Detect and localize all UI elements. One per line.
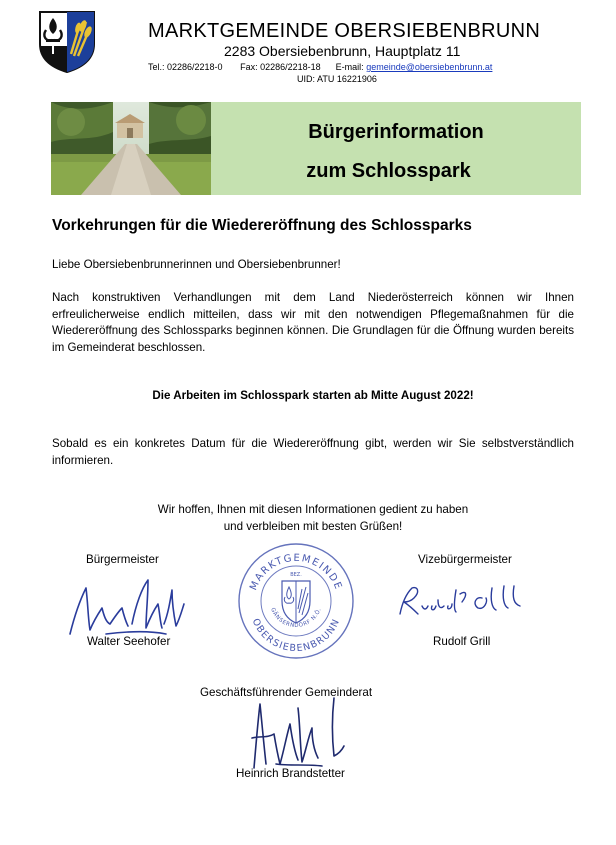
banner-title-line2: zum Schlosspark (306, 160, 471, 182)
closing-line-2: und verbleiben mit besten Grüßen! (223, 519, 403, 533)
vice-mayor-role: Vizebürgermeister (418, 553, 512, 566)
closing-text (52, 502, 574, 535)
managing-councillor-role: Geschäftsführender Gemeinderat (200, 686, 373, 699)
contact-line (148, 62, 492, 72)
banner-title-line1: Bürgerinformation (308, 121, 484, 143)
municipal-seal (236, 541, 356, 661)
seal-text-top: MARKTGEMEINDE (248, 552, 344, 593)
park-photo (51, 102, 211, 195)
uid-number: UID: ATU 16221906 (297, 74, 377, 84)
followup-paragraph: Sobald es ein konkretes Datum für die Wiedereröffnung gibt, werden wir Sie selbstverständlich informieren. (52, 437, 574, 467)
email-label: E-mail: (335, 62, 364, 72)
vice-mayor-name: Rudolf Grill (433, 635, 491, 648)
coat-of-arms-icon (38, 10, 96, 74)
email-link[interactable]: gemeinde@obersiebenbrunn.at (366, 62, 493, 72)
managing-councillor-name: Heinrich Brandstetter (236, 767, 345, 780)
municipality-title: MARKTGEMEINDE OBERSIEBENBRUNN (148, 20, 541, 42)
headline: Vorkehrungen für die Wiedereröffnung des Schlossparks (52, 217, 472, 234)
managing-councillor-signature (246, 694, 356, 772)
greeting: Liebe Obersiebenbrunnerinnen und Obersiebenbrunner! (52, 258, 341, 271)
seal-text-bottom: OBERSIEBENBRUNN (249, 616, 343, 655)
mayor-signature (66, 574, 190, 640)
seal-text-bez: BEZ. (290, 572, 302, 578)
closing-line-1: Wir hoffen, Ihnen mit diesen Informationen gedient zu haben (157, 503, 469, 516)
municipality-address: 2283 Obersiebenbrunn, Hauptplatz 11 (224, 43, 461, 59)
mayor-name: Walter Seehofer (87, 635, 171, 648)
mayor-role: Bürgermeister (86, 553, 159, 566)
announcement: Die Arbeiten im Schlosspark starten ab Mitte August 2022! (152, 389, 474, 402)
phone-number: Tel.: 02286/2218-0 (148, 62, 223, 72)
vice-mayor-signature (396, 580, 536, 620)
fax-number: Fax: 02286/2218-18 (240, 62, 321, 72)
seal-text-mid: GÄNSERNDORF N.Ö. (269, 607, 323, 630)
intro-paragraph: Nach konstruktiven Verhandlungen mit dem Land Niederösterreich können wir Ihnen erfreulicherweise endlich mitteilen, dass wir mit den notwendigen Pflegemaßnahmen für die Wiedereröffnung des Schlossparks beginnen können. Die Grundlagen für die Öffnung wurden bereits im Gemeinderat beschlossen. (52, 291, 574, 354)
